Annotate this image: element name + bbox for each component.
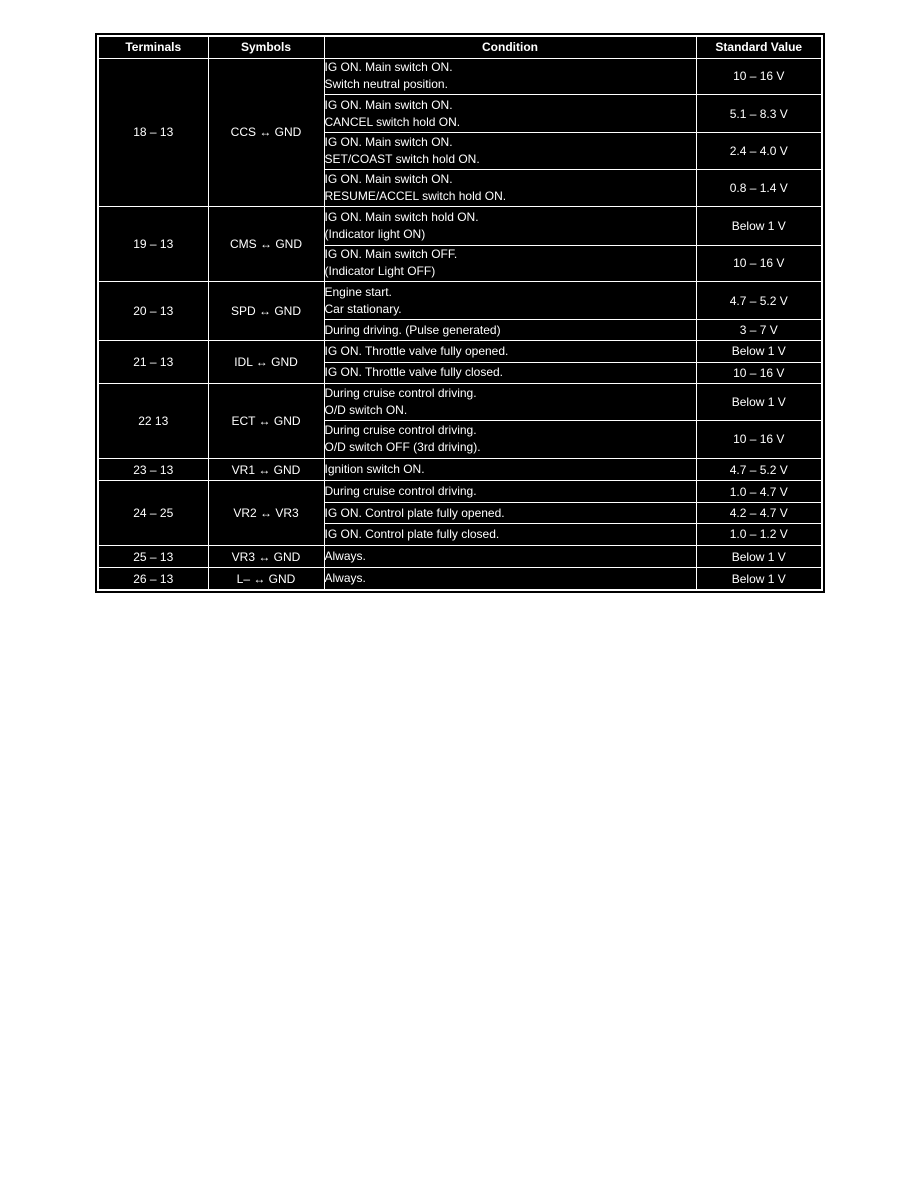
- symbol-cell: CMS ↔ GND: [208, 207, 324, 282]
- symbol-cell: VR2 ↔ VR3: [208, 481, 324, 546]
- table-row: [98, 568, 822, 590]
- standard-value-cell: 4.7 – 5.2 V: [696, 281, 822, 319]
- table-row: [98, 281, 822, 319]
- condition-cell: [324, 545, 696, 567]
- terminals-cell: 21 – 13: [98, 340, 208, 383]
- standard-value-cell: Below 1 V: [696, 340, 822, 362]
- symbol-cell: CCS ↔ GND: [208, 58, 324, 207]
- condition-line: During cruise control driving.: [324, 385, 477, 400]
- terminals-cell: 18 – 13: [98, 58, 208, 207]
- condition-cell: [324, 420, 696, 458]
- header-row: [98, 36, 822, 58]
- condition-line: Switch neutral position.: [324, 77, 448, 92]
- standard-value-cell: 10 – 16 V: [696, 420, 822, 458]
- condition-line: (Indicator Light OFF): [324, 264, 436, 279]
- symbol-cell: VR1 ↔ GND: [208, 458, 324, 480]
- standard-value-cell: 1.0 – 1.2 V: [696, 523, 822, 545]
- condition-line: RESUME/ACCEL switch hold ON.: [324, 188, 507, 203]
- condition-cell: [324, 362, 696, 383]
- condition-cell: [324, 94, 696, 132]
- table-body: [98, 58, 822, 590]
- symbol-cell: ECT ↔ GND: [208, 384, 324, 459]
- condition-line: IG ON. Main switch ON.: [324, 135, 453, 150]
- standard-value-cell: 4.7 – 5.2 V: [696, 458, 822, 480]
- condition-line: O/D switch OFF (3rd driving).: [324, 440, 481, 455]
- condition-cell: [324, 58, 696, 94]
- terminals-cell: 26 – 13: [98, 568, 208, 590]
- terminals-cell: 25 – 13: [98, 545, 208, 567]
- condition-cell: [324, 523, 696, 545]
- condition-line: Always.: [324, 571, 366, 586]
- standard-value-cell: Below 1 V: [696, 545, 822, 567]
- standard-value-cell: 0.8 – 1.4 V: [696, 169, 822, 206]
- standard-value-cell: 10 – 16 V: [696, 362, 822, 383]
- condition-line: Car stationary.: [324, 301, 402, 316]
- condition-line: During driving. (Pulse generated): [324, 322, 501, 337]
- header-standard-value: Standard Value: [696, 36, 822, 58]
- condition-cell: [324, 340, 696, 362]
- standard-value-cell: 10 – 16 V: [696, 245, 822, 281]
- condition-line: IG ON. Main switch OFF.: [324, 247, 458, 262]
- condition-line: IG ON. Main switch ON.: [324, 171, 453, 186]
- standard-value-cell: Below 1 V: [696, 384, 822, 420]
- condition-line: O/D switch ON.: [324, 402, 408, 417]
- standard-value-cell: 3 – 7 V: [696, 320, 822, 340]
- header-symbols: Symbols: [208, 36, 324, 58]
- condition-cell: [324, 458, 696, 480]
- standard-value-cell: 2.4 – 4.0 V: [696, 133, 822, 169]
- condition-line: Always.: [324, 549, 366, 564]
- condition-cell: [324, 568, 696, 590]
- condition-line: IG ON. Main switch ON.: [324, 60, 453, 75]
- symbol-cell: SPD ↔ GND: [208, 281, 324, 340]
- condition-line: During cruise control driving.: [324, 423, 477, 438]
- condition-cell: [324, 207, 696, 245]
- condition-line: (Indicator light ON): [324, 226, 426, 241]
- table-row: [98, 481, 822, 503]
- condition-line: Ignition switch ON.: [324, 462, 425, 477]
- standard-value-cell: 1.0 – 4.7 V: [696, 481, 822, 503]
- condition-line: IG ON. Main switch ON.: [324, 97, 453, 112]
- symbol-cell: L– ↔ GND: [208, 568, 324, 590]
- table-row: [98, 58, 822, 94]
- terminals-cell: 22 13: [98, 384, 208, 459]
- condition-line: IG ON. Control plate fully closed.: [324, 526, 500, 541]
- standard-value-cell: Below 1 V: [696, 568, 822, 590]
- standard-value-cell: 10 – 16 V: [696, 58, 822, 94]
- condition-line: IG ON. Control plate fully opened.: [324, 505, 505, 520]
- condition-cell: [324, 281, 696, 319]
- table-row: [98, 384, 822, 420]
- standard-value-cell: 4.2 – 4.7 V: [696, 503, 822, 523]
- condition-cell: [324, 503, 696, 523]
- condition-line: IG ON. Throttle valve fully opened.: [324, 343, 509, 358]
- condition-cell: [324, 169, 696, 206]
- symbol-cell: IDL ↔ GND: [208, 340, 324, 383]
- standard-value-cell: 5.1 – 8.3 V: [696, 94, 822, 132]
- header-condition: Condition: [324, 36, 696, 58]
- terminals-cell: 24 – 25: [98, 481, 208, 546]
- condition-line: During cruise control driving.: [324, 484, 477, 499]
- condition-cell: [324, 384, 696, 420]
- terminals-cell: 23 – 13: [98, 458, 208, 480]
- table-row: [98, 458, 822, 480]
- standard-value-cell: Below 1 V: [696, 207, 822, 245]
- condition-line: SET/COAST switch hold ON.: [324, 152, 480, 167]
- symbol-cell: VR3 ↔ GND: [208, 545, 324, 567]
- condition-line: IG ON. Throttle valve fully closed.: [324, 365, 504, 380]
- terminals-cell: 20 – 13: [98, 281, 208, 340]
- condition-cell: [324, 481, 696, 503]
- condition-line: IG ON. Main switch hold ON.: [324, 209, 479, 224]
- condition-cell: [324, 245, 696, 281]
- table-row: [98, 545, 822, 567]
- condition-cell: [324, 133, 696, 169]
- condition-line: CANCEL switch hold ON.: [324, 114, 461, 129]
- terminal-voltage-table: [97, 35, 823, 591]
- header-terminals: Terminals: [98, 36, 208, 58]
- terminals-cell: 19 – 13: [98, 207, 208, 282]
- table-row: [98, 340, 822, 362]
- condition-line: Engine start.: [324, 284, 392, 299]
- table-row: [98, 207, 822, 245]
- condition-cell: [324, 320, 696, 340]
